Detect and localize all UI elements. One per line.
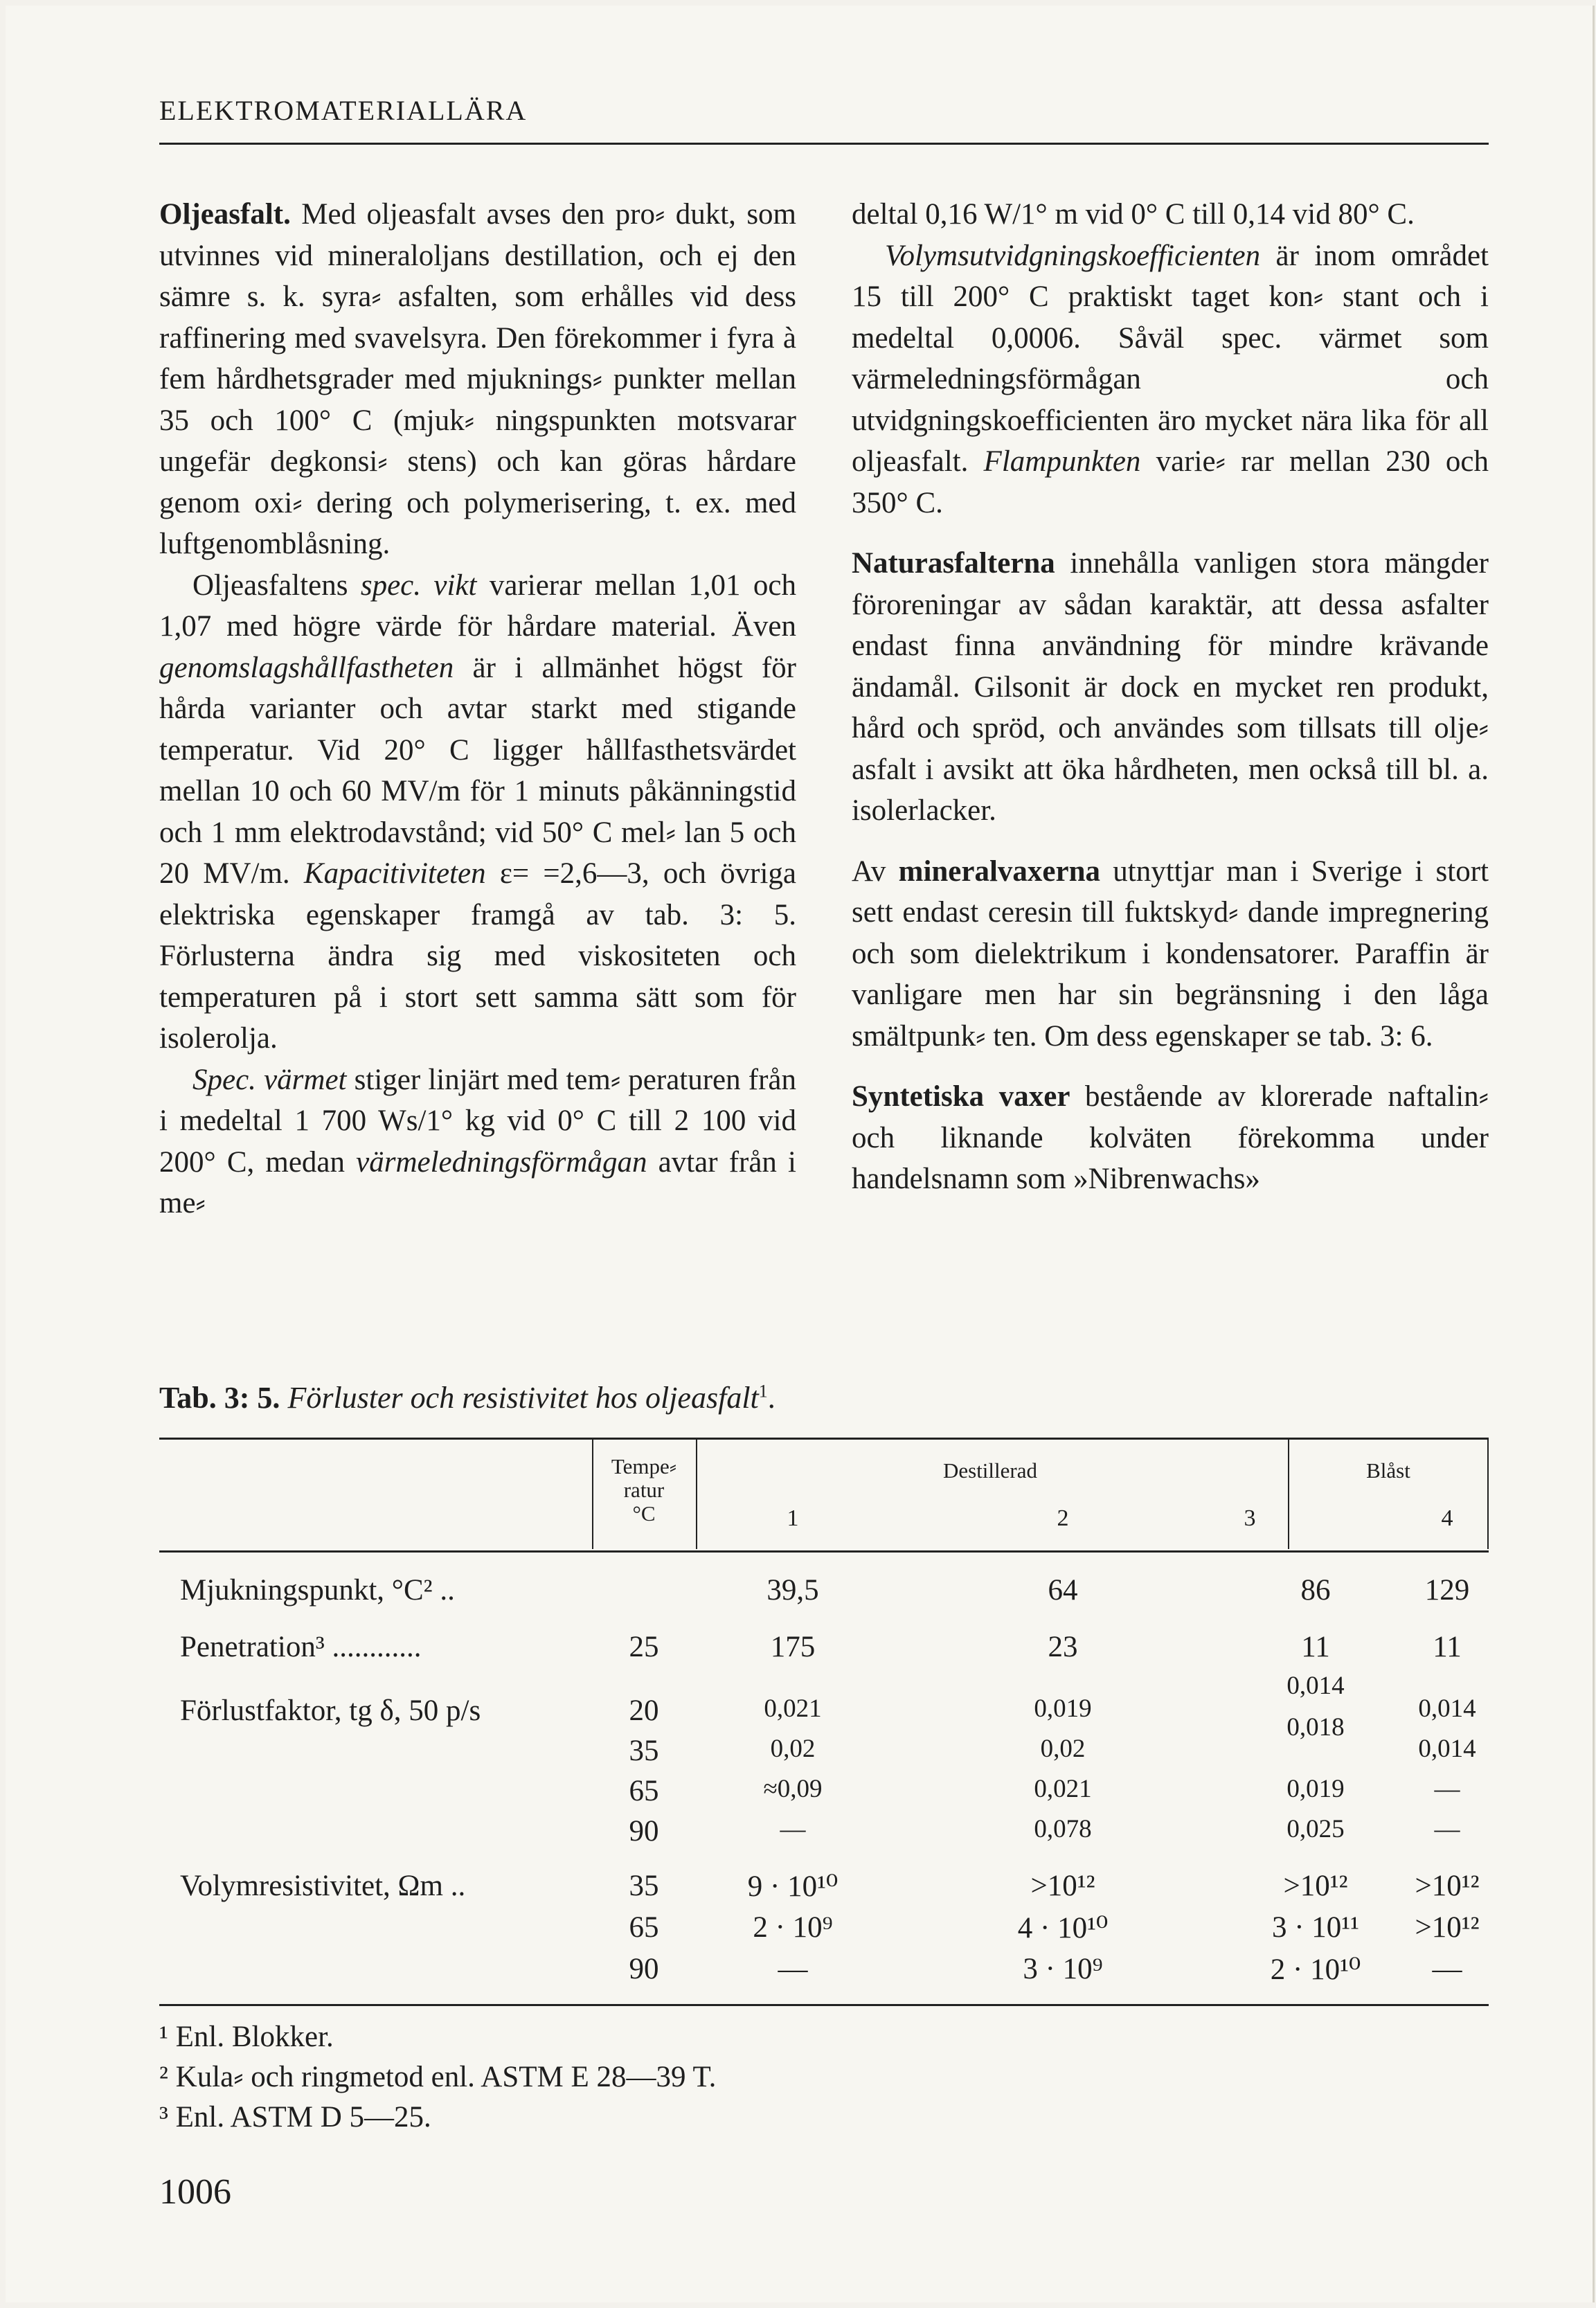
header-rule-table <box>159 1550 1489 1553</box>
row-label: Penetration³ ............ <box>180 1631 422 1663</box>
paragraph-text: Med oljeasfalt avses den pro⸗ dukt, som utvinnes vid mineraloljans destillation, och ej den sämre s. k. syra⸗ asfalten, som erhålles vid dess raffinering med svavelsyra. Den förekommer i fyra à fem hårdhetsgrader med mjuknings⸗ punkter mellan 35 och 100° C (mjuk⸗ ningspunkten motsvarar ungefär degkonsi⸗ stens) och kan göras hårdare genom oxi⸗ dering och polymerisering, t. ex. med luftgenomblåsning. <box>159 198 796 560</box>
column-divider <box>1487 1440 1489 1549</box>
cell: 11 <box>1433 1631 1462 1663</box>
cell: 175 <box>770 1631 816 1663</box>
paragraph-mineralvaxerna <box>852 851 1489 1057</box>
cell-temperature: 65 <box>629 1911 659 1944</box>
header-blast: Blåst <box>1366 1458 1410 1483</box>
lead-naturasfalterna: Naturasfalterna <box>852 547 1055 580</box>
cell: 86 <box>1300 1574 1331 1607</box>
cell-temperature: 65 <box>629 1775 659 1807</box>
cell: 4 · 10¹⁰ <box>1017 1912 1109 1944</box>
table-title-footnote-mark: 1 <box>758 1381 768 1402</box>
cell: 39,5 <box>766 1574 819 1607</box>
cell: 0,021 <box>1034 1775 1092 1803</box>
footnotes <box>159 2017 716 2138</box>
cell: 0,014 <box>1418 1694 1476 1723</box>
cell: 0,021 <box>764 1694 822 1723</box>
cell: >10¹² <box>1415 1870 1480 1902</box>
term-genomslag: genomslagshållfastheten <box>159 651 454 684</box>
left-column <box>159 194 796 1224</box>
header-col-1: 1 <box>787 1505 799 1531</box>
cell: 0,014 <box>1286 1672 1345 1700</box>
row-label: Mjukningspunkt, °C² .. <box>180 1574 455 1607</box>
lead-mineralvaxerna: mineralvaxerna <box>898 855 1101 888</box>
cell: 2 · 10¹⁰ <box>1270 1953 1361 1986</box>
row-label: Volymresistivitet, Ωm .. <box>180 1870 466 1902</box>
column-divider <box>696 1440 697 1549</box>
cell-temperature: 20 <box>629 1694 659 1727</box>
cell-temperature: 25 <box>629 1631 659 1663</box>
text-span: innehålla vanligen stora mängder föroreningar av sådan karaktär, att dessa asfalter endast finna användning för mindre krävande ändamål. Gilsonit är dock en mycket ren produkt, hård och spröd, och användes som tillsats till olje⸗ asfalt i avsikt att öka hårdheten, men också till bl. a. isolerlacker. <box>852 547 1489 827</box>
cell: — <box>1434 1815 1460 1843</box>
cell: 2 · 10⁹ <box>753 1911 833 1944</box>
cell: >10¹² <box>1030 1870 1095 1902</box>
cell: 0,02 <box>1040 1735 1086 1763</box>
paragraph-oljeasfalt <box>159 194 796 565</box>
table-row <box>159 1952 1489 1990</box>
header-destillerad: Destillerad <box>942 1458 1037 1483</box>
term-volymsutvidgning: Volymsutvidgningskoefficienten <box>885 239 1261 272</box>
cell: — <box>780 1815 806 1843</box>
cell: 64 <box>1048 1574 1078 1607</box>
cell: — <box>778 1953 808 1985</box>
table-row <box>159 1774 1489 1812</box>
text-span: ε= =2,6—3, och övriga elektriska egenskaper framgå av tab. 3: 5. Förlusterna ändra sig med viskositeten och temperaturen på i stort sett samma sätt som för isolerolja. <box>159 857 796 1055</box>
paragraph-spec-varmet <box>159 1059 796 1224</box>
text-span: deltal 0,16 W/1° m vid 0° C till 0,14 vid 80° C. <box>852 198 1415 231</box>
table-row <box>159 1630 1489 1668</box>
header-temperature <box>593 1455 694 1526</box>
paragraph-spec-vikt <box>159 565 796 1059</box>
header-temp-line: ratur <box>623 1478 665 1502</box>
cell: >10¹² <box>1415 1911 1480 1944</box>
cell: 9 · 10¹⁰ <box>747 1870 839 1903</box>
table-title: Förluster och resistivitet hos oljeasfalt <box>287 1381 759 1415</box>
footnote-3: ³ Enl. ASTM D 5—25. <box>159 2101 431 2133</box>
header-temp-line: °C <box>632 1501 656 1526</box>
text-span: utnyttjar man i Sverige i stort sett endast ceresin till fuktskyd⸗ dande impregnering och som dielektrikum i kondensatorer. Paraffin är vanligare men har sin begränsning i den låga smältpunk⸗ ten. Om dess egenskaper se tab. 3: 6. <box>852 855 1489 1053</box>
table-row <box>159 1694 1489 1732</box>
footnote-1: ¹ Enl. Blokker. <box>159 2021 334 2053</box>
cell-temperature: 35 <box>629 1870 659 1902</box>
term-varmeledning: värmeledningsförmågan <box>356 1145 647 1179</box>
table-row <box>159 1573 1489 1611</box>
cell: 0,018 <box>1286 1713 1345 1742</box>
cell: 0,02 <box>770 1735 816 1763</box>
table-row <box>159 1869 1489 1907</box>
header-rule <box>159 143 1489 145</box>
lead-syntetiska-vaxer: Syntetiska vaxer <box>852 1080 1070 1113</box>
term-kapacitivitet: Kapacitiviteten <box>303 857 486 890</box>
cell: >10¹² <box>1283 1870 1348 1902</box>
cell: 129 <box>1424 1574 1470 1607</box>
text-span: varie⸗ rar mellan 230 och 350° C. <box>852 445 1489 519</box>
term-spec-vikt: spec. vikt <box>360 569 477 602</box>
cell: 23 <box>1048 1631 1078 1663</box>
cell-temperature: 35 <box>629 1735 659 1767</box>
text-span: bestående av klorerade naftalin⸗ och liknande kolväten förekomma under handelsnamn som »Nibrenwachs» <box>852 1080 1489 1195</box>
header-col-2: 2 <box>1057 1505 1069 1531</box>
page <box>6 6 1595 2302</box>
header-col-4: 4 <box>1441 1505 1453 1531</box>
table-label: Tab. 3: 5. <box>159 1381 280 1415</box>
cell: 0,078 <box>1034 1815 1092 1843</box>
data-table <box>159 1438 1489 2006</box>
term-flampunkten: Flampunkten <box>983 445 1141 478</box>
text-span: varierar mellan 1,01 och 1,07 med högre värde för hårdare material. Även <box>159 569 796 643</box>
running-head: ELEKTROMATERIALLÄRA <box>159 95 528 126</box>
paragraph-syntetiska-vaxer <box>852 1076 1489 1200</box>
text-span: stiger linjärt med tem⸗ peraturen från i medeltal 1 700 Ws/1° kg vid 0° C till 2 100 vid 200° C, medan <box>159 1063 797 1179</box>
text-span: Av <box>852 855 899 888</box>
cell: 0,019 <box>1286 1775 1345 1803</box>
table-row <box>159 1911 1489 1949</box>
column-divider <box>1288 1440 1289 1549</box>
cell: 0,025 <box>1286 1815 1345 1843</box>
paragraph-deltal <box>852 194 1489 235</box>
text-span: Oljeasfaltens <box>192 569 361 602</box>
cell: 0,014 <box>1418 1735 1476 1763</box>
cell: 3 · 10⁹ <box>1023 1953 1103 1985</box>
table-caption <box>159 1380 775 1415</box>
table-row <box>159 1814 1489 1852</box>
header-temp-line: Tempe⸗ <box>611 1454 677 1478</box>
cell: 0,019 <box>1034 1694 1092 1723</box>
caption-period: . <box>767 1381 775 1415</box>
cell-temperature: 90 <box>629 1815 659 1848</box>
text-span: avtar från i me⸗ <box>159 1145 797 1219</box>
cell: ≈0,09 <box>763 1775 823 1803</box>
text-span: är i allmänhet högst för hårda varianter och avtar starkt med stigande temperatur. Vid 20° C ligger hållfasthetsvärdet mellan 10 och 60 MV/m för 1 minuts påkänningstid och 1 mm elektrodavstånd; vid 50° C mel⸗ lan 5 och 20 MV/m. <box>159 651 796 890</box>
table-row <box>159 1734 1489 1772</box>
cell-temperature: 90 <box>629 1953 659 1985</box>
footnote-2: ² Kula⸗ och ringmetod enl. ASTM E 28—39 T. <box>159 2061 717 2093</box>
term-spec-varmet: Spec. värmet <box>192 1063 347 1096</box>
lead-oljeasfalt: Oljeasfalt. <box>159 198 291 231</box>
cell: 11 <box>1301 1631 1330 1663</box>
header-col-3: 3 <box>1244 1505 1256 1531</box>
right-column <box>852 194 1489 1200</box>
row-label: Förlustfaktor, tg δ, 50 p/s <box>180 1694 481 1727</box>
paragraph-volymsutvidgning <box>852 235 1489 524</box>
page-number: 1006 <box>159 2172 231 2212</box>
cell: — <box>1432 1953 1462 1985</box>
text-span: är inom området 15 till 200° C praktiskt taget kon⸗ stant och i medeltal 0,0006. Såväl spec. värmet som värmeledningsförmågan och utvidgningskoefficienten äro mycket nära lika för all oljeasfalt. <box>852 239 1489 478</box>
cell: — <box>1434 1775 1460 1803</box>
cell: 3 · 10¹¹ <box>1271 1911 1360 1944</box>
paragraph-naturasfalterna <box>852 543 1489 832</box>
